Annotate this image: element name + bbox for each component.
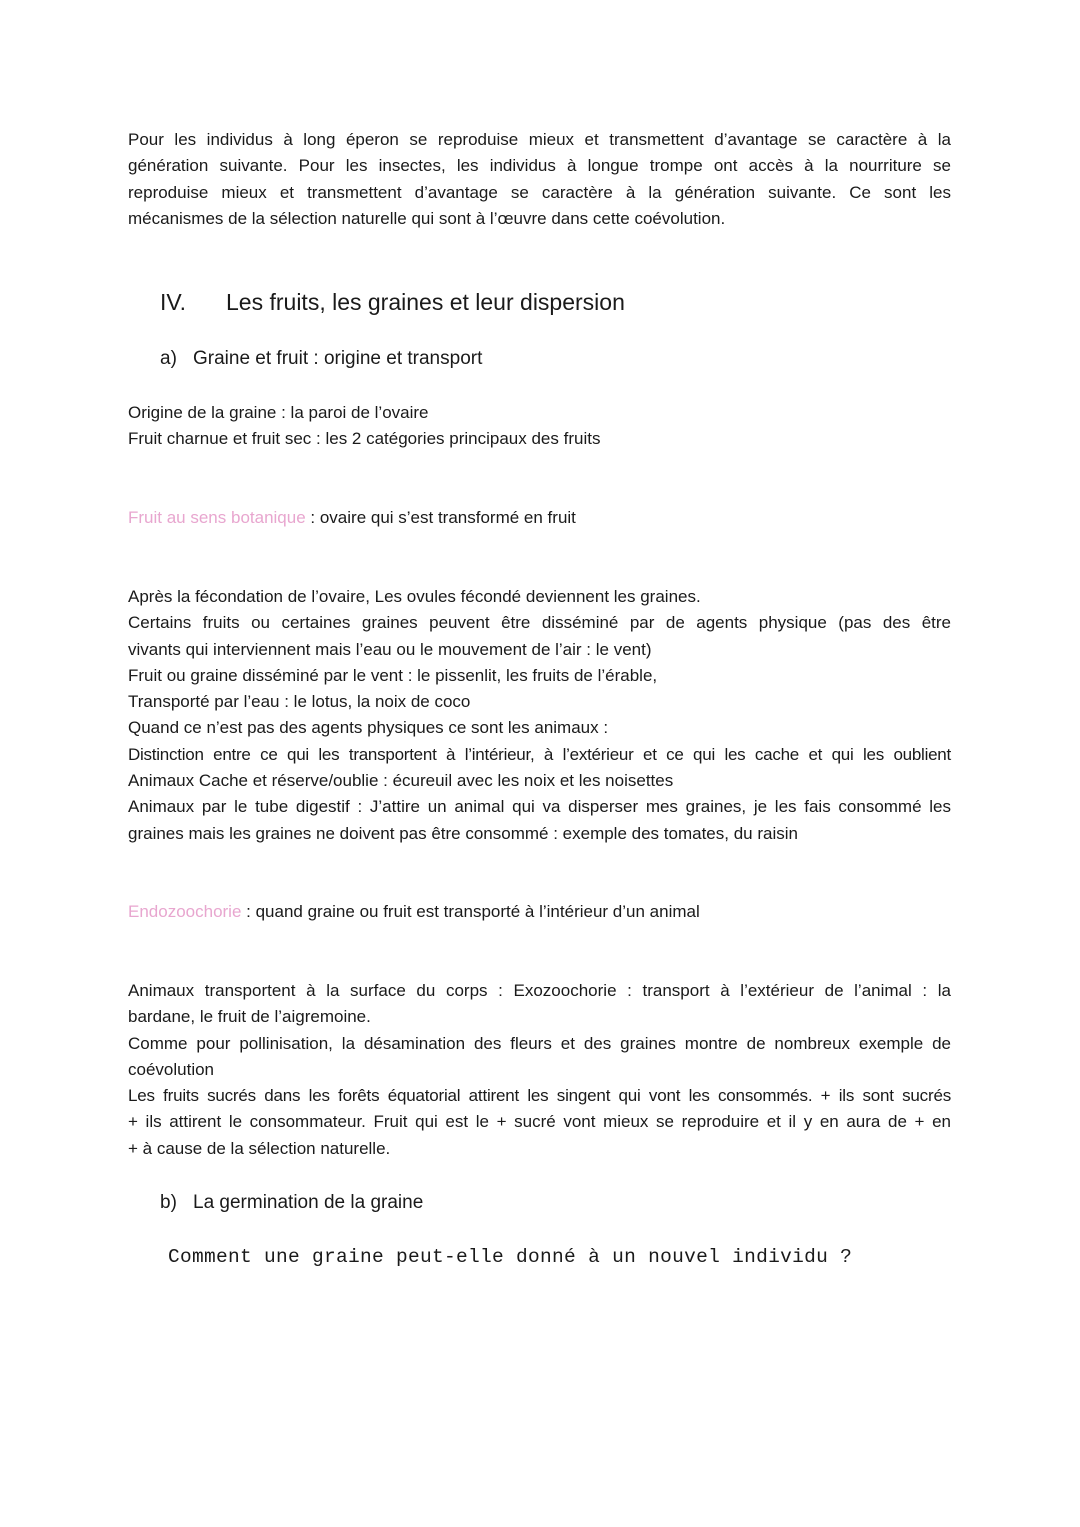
intro-line: génération suivante. Pour les insectes, les individus à longue trompe ont accès à la nourriture se bbox=[128, 156, 951, 176]
definition-endozoochorie bbox=[128, 899, 951, 925]
origin-paragraph bbox=[128, 400, 951, 453]
exo-line: + ils attirent le consommateur. Fruit qui est le + sucré vont mieux se reproduire et il y en aura de + en bbox=[128, 1112, 951, 1132]
dispersal-line: Fruit ou graine disséminé par le vent : le pissenlit, les fruits de l’érable, bbox=[128, 665, 658, 685]
subsection-title: Graine et fruit : origine et transport bbox=[193, 348, 483, 369]
intro-line: mécanismes de la sélection naturelle qui sont à l’œuvre dans cette coévolution. bbox=[128, 208, 726, 228]
subsection-heading-a bbox=[160, 345, 482, 373]
dispersal-paragraph bbox=[128, 584, 951, 847]
exo-line: Animaux transportent à la surface du corps : Exozoochorie : transport à l’extérieur de l’animal : la bbox=[128, 981, 951, 1000]
exo-paragraph bbox=[128, 978, 951, 1162]
origin-line: Origine de la graine : la paroi de l’ovaire bbox=[128, 403, 429, 422]
subsection-number: b) bbox=[160, 1192, 177, 1213]
exo-line: coévolution bbox=[128, 1059, 215, 1079]
intro-line: reproduise mieux et transmettent d’avantage se caractère à la génération suivante. Ce sont les bbox=[128, 182, 951, 202]
dispersal-line: Après la fécondation de l’ovaire, Les ovules fécondé deviennent les graines. bbox=[128, 587, 701, 606]
exo-line: bardane, le fruit de l’aigremoine. bbox=[128, 1007, 371, 1027]
dispersal-line: graines mais les graines ne doivent pas être consommé : exemple des tomates, du raisin bbox=[128, 823, 798, 843]
section-title: Les fruits, les graines et leur dispersion bbox=[226, 289, 625, 315]
subsection-title: La germination de la graine bbox=[193, 1192, 424, 1213]
subsection-heading-b bbox=[160, 1189, 423, 1217]
intro-line: Pour les individus à long éperon se reproduise mieux et transmettent d’avantage se caractère à la bbox=[128, 130, 951, 149]
dispersal-line: Animaux par le tube digestif : J’attire un animal qui va disperser mes graines, je les fais consommé les bbox=[128, 797, 951, 817]
dispersal-line: Distinction entre ce qui les transportent à l’intérieur, à l’extérieur et ce qui les cache et qui les oublient bbox=[128, 744, 951, 764]
exo-line: + à cause de la sélection naturelle. bbox=[128, 1138, 391, 1158]
section-heading bbox=[160, 286, 625, 318]
intro-paragraph bbox=[128, 127, 951, 232]
origin-line: Fruit charnue et fruit sec : les 2 catégories principaux des fruits bbox=[128, 429, 601, 449]
definition-term: Fruit au sens botanique bbox=[128, 508, 306, 527]
dispersal-line: Transporté par l’eau : le lotus, la noix de coco bbox=[128, 692, 471, 712]
definition-term: Endozoochorie bbox=[128, 902, 242, 921]
dispersal-line: Certains fruits ou certaines graines peuvent être disséminé par de agents physique (pas des être bbox=[128, 613, 951, 633]
dispersal-line: Quand ce n’est pas des agents physiques ce sont les animaux : bbox=[128, 718, 609, 738]
question-text: Comment une graine peut-elle donné à un nouvel individu ? bbox=[168, 1246, 853, 1268]
dispersal-line: Animaux Cache et réserve/oublie : écureuil avec les noix et les noisettes bbox=[128, 771, 674, 791]
definition-text: : ovaire qui s’est transformé en fruit bbox=[305, 508, 576, 527]
definition-text: : quand graine ou fruit est transporté à l’intérieur d’un animal bbox=[241, 902, 700, 921]
exo-line: Les fruits sucrés dans les forêts équatorial attirent les singent qui vont les consommés. + ils sont sucrés bbox=[128, 1086, 951, 1106]
exo-line: Comme pour pollinisation, la désamination des fleurs et des graines montre de nombreux exemple de bbox=[128, 1033, 951, 1053]
dispersal-line: vivants qui interviennent mais l’eau ou le mouvement de l’air : le vent) bbox=[128, 639, 652, 659]
section-number: IV. bbox=[160, 289, 187, 315]
definition-fruit bbox=[128, 505, 951, 531]
subsection-number: a) bbox=[160, 348, 177, 369]
